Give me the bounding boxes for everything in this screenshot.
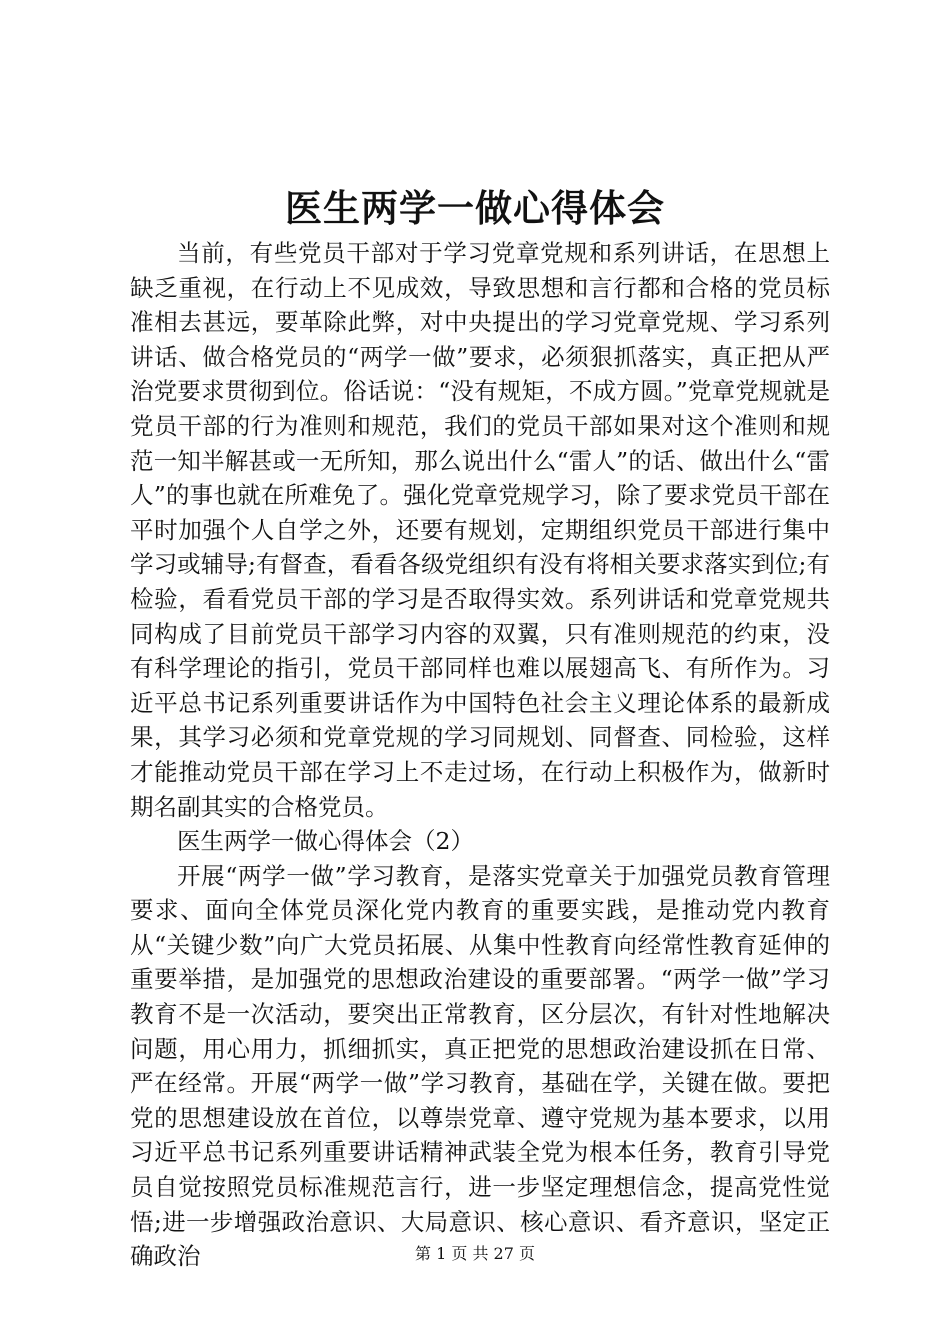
- document-body: [130, 236, 830, 1274]
- paragraph-2: 开展“两学一做”学习教育，是落实党章关于加强党员教育管理要求、面向全体党员深化党内教育的重要实践，是推动党内教育从“关键少数”向广大党员拓展、从集中性教育向经常性教育延伸的重要举措，是加强党的思想政治建设的重要部署。“两学一做”学习教育不是一次活动，要突出正常教育，区分层次，有针对性地解决问题，用心用力，抓细抓实，真正把党的思想政治建设抓在日常、严在经常。开展“两学一做”学习教育，基础在学，关键在做。要把党的思想建设放在首位，以尊崇党章、遵守党规为基本要求，以用习近平总书记系列重要讲话精神武装全党为根本任务，教育引导党员自觉按照党员标准规范言行，进一步坚定理想信念，提高党性觉悟;进一步增强政治意识、大局意识、核心意识、看齐意识，坚定正确政治: [130, 861, 830, 1271]
- document-title: 医生两学一做心得体会: [285, 186, 665, 230]
- paragraph-1: 当前，有些党员干部对于学习党章党规和系列讲话，在思想上缺乏重视，在行动上不见成效，导致思想和言行都和合格的党员标准相去甚远，要革除此弊，对中央提出的学习党章党规、学习系列讲话、做合格党员的“两学一做”要求，必须狠抓落实，真正把从严治党要求贯彻到位。俗话说：“没有规矩，不成方圆。”党章党规就是党员干部的行为准则和规范，我们的党员干部如果对这个准则和规范一知半解甚或一无所知，那么说出什么“雷人”的话、做出什么“雷人”的事也就在所难免了。强化党章党规学习，除了要求党员干部在平时加强个人自学之外，还要有规划，定期组织党员干部进行集中学习或辅导;有督查，看看各级党组织有没有将相关要求落实到位;有检验，看看党员干部的学习是否取得实效。系列讲话和党章党规共同构成了目前党员干部学习内容的双翼，只有准则规范的约束，没有科学理论的指引，党员干部同样也难以展翅高飞、有所作为。习近平总书记系列重要讲话作为中国特色社会主义理论体系的最新成果，其学习必须和党章党规的学习同规划、同督查、同检验，这样才能推动党员干部在学习上不走过场，在行动上积极作为，做新时期名副其实的合格党员。: [130, 239, 830, 821]
- page-footer: 第 1 页 共 27 页: [415, 1244, 535, 1263]
- section-heading: 医生两学一做心得体会（2）: [177, 827, 474, 856]
